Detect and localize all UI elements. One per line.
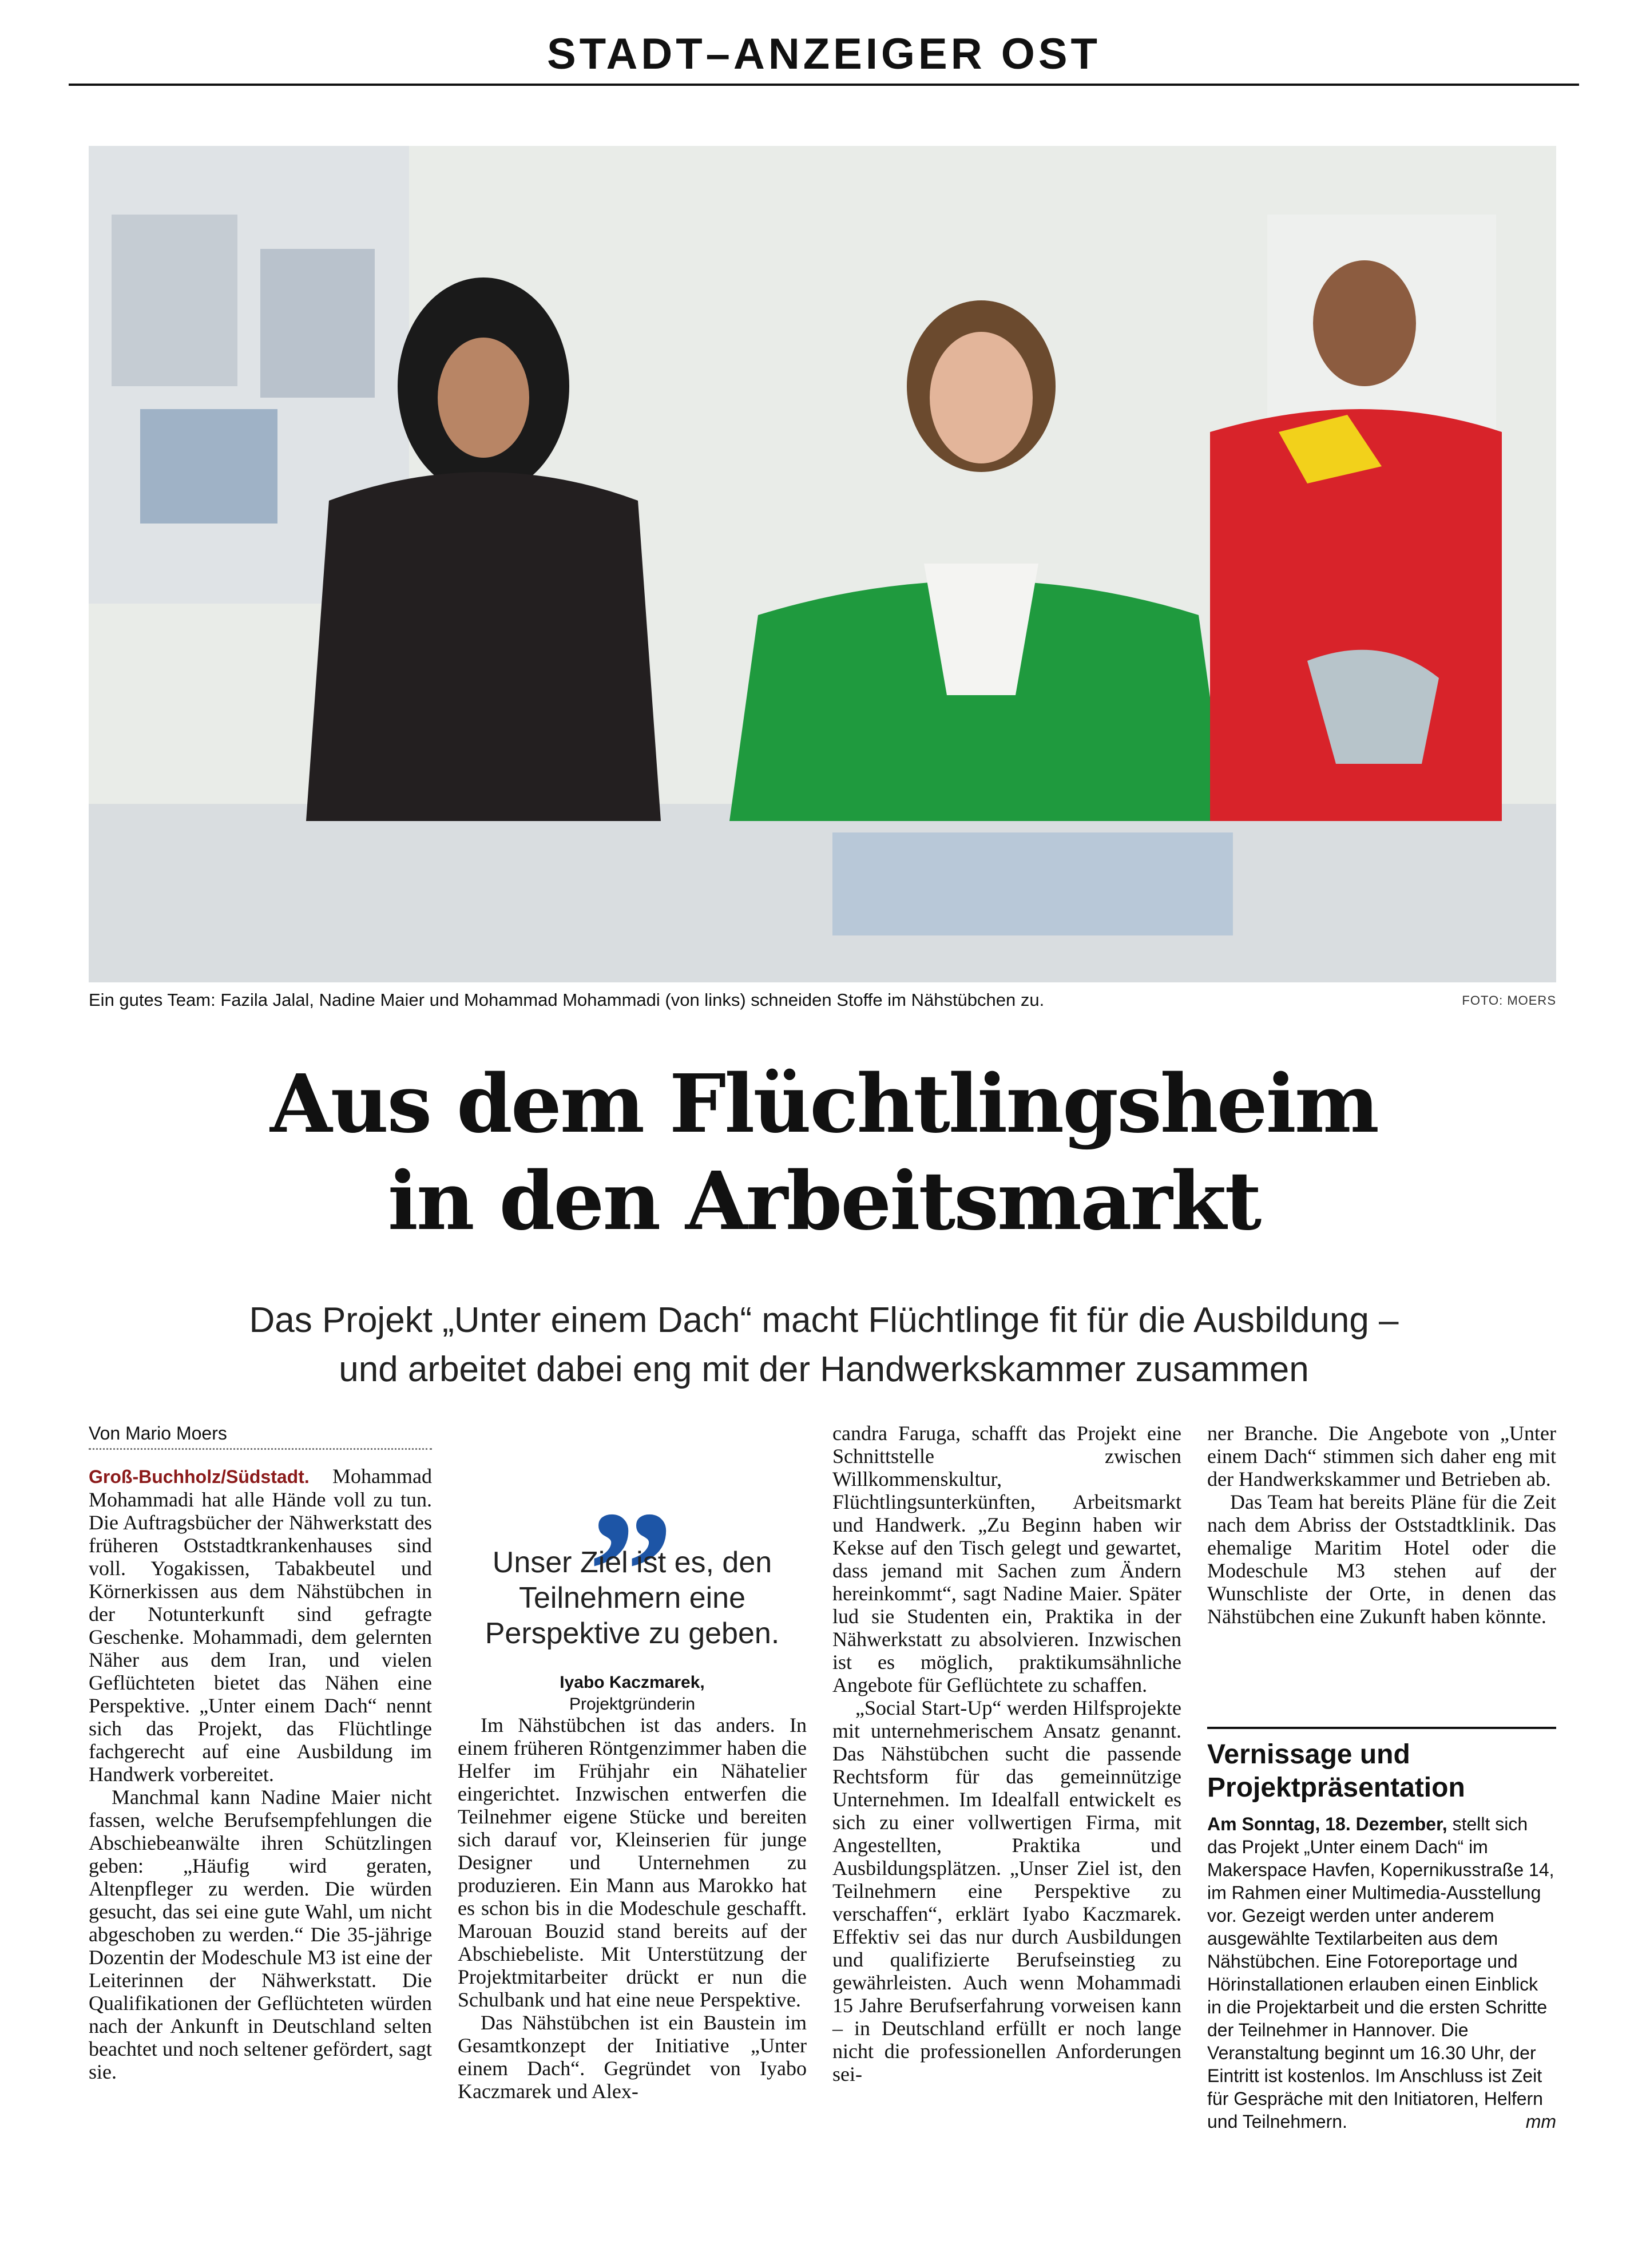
- paragraph: Manchmal kann Nadine Maier nicht fassen, welche Berufsempfehlungen die Abschiebeanwälte ihren Schützlingen geben: „Häufig wird geraten, Altenpfleger zu werden. Die würden gesucht, das sei eine gute Wahl, um nicht abgeschoben zu werden.“ Die 35-jährige Dozentin der Modeschule M3 ist eine der Leiterinnen der Nähwerkstatt. Die Qualifikationen der Geflüchteten würden nach der Ankunft in Deutschland selten beachtet und noch seltener gefördert, sagt sie.: [89, 1786, 432, 2083]
- fabric: [832, 832, 1233, 935]
- sketch-paper: [112, 215, 237, 386]
- info-box-lead: Am Sonntag, 18. Dezember,: [1207, 1814, 1447, 1834]
- byline: Von Mario Moers: [89, 1422, 432, 1450]
- column-1: [89, 1465, 432, 2083]
- face-left: [438, 338, 529, 458]
- paragraph: [89, 1465, 432, 1786]
- photo-caption: Ein gutes Team: Fazila Jalal, Nadine Maier und Mohammad Mohammadi (von links) schneiden Stoffe im Nähstübchen zu.: [89, 990, 1045, 1010]
- paragraph: ner Branche. Die Angebote von „Unter einem Dach“ stimmen sich daher eng mit der Handwerkskammer und Betrieben ab.: [1207, 1422, 1556, 1490]
- sketch-paper: [260, 249, 375, 398]
- author-initials: mm: [1525, 2111, 1556, 2132]
- info-box: [1207, 1727, 1556, 2133]
- pull-quote: [458, 1387, 807, 1715]
- quote-role: Projektgründerin: [569, 1695, 696, 1714]
- paragraph-text: Mohammad Mohammadi hat alle Hände voll zu tun. Die Auftragsbücher der Nähwerkstatt des früheren Oststadtkrankenhauses sind voll. Yogakissen, Tabakbeutel und Körnerkissen aus dem Nähstübchen in der Notunterkunft sind gefragte Geschenke. Mohammadi, dem gelernten Näher aus dem Iran, und vielen Geflüchteten bietet das Nähen eine Perspektive. „Unter einem Dach“ nennt sich das Projekt, das Flüchtlinge fachgerecht auf eine Ausbildung im Handwerk vorbereitet.: [89, 1465, 432, 1786]
- article-photo: [89, 146, 1556, 982]
- sketch-paper: [140, 409, 277, 524]
- paragraph: „Social Start-Up“ werden Hilfsprojekte mit unternehmerischem Ansatz genannt. Das Nähstübchen sucht die passende Rechtsform für das gemeinnützige Unternehmen. Im Idealfall entwickelt es sich zu einer vollwertigen Firma, mit Angestellten, Praktika und Ausbildungsplätzen. „Unser Ziel ist, den Teilnehmern eine Perspektive zu verschaffen“, erklärt Iyabo Kaczmarek. Effektiv sei das nur durch Ausbildungen und qualifizierte Berufseinstieg zu gewährleisten. Auch wenn Mohammadi 15 Jahre Berufserfahrung vorweisen kann – in Deutschland erfüllt er noch lange nicht die professionellen Anforderungen sei-: [832, 1696, 1181, 2085]
- headline-line-1: Aus dem Flüchtlingsheim: [270, 1057, 1378, 1151]
- paragraph: Im Nähstübchen ist das anders. In einem früheren Röntgenzimmer haben die Helfer im Frühjahr ein Nähatelier eingerichtet. Inzwischen entwerfen die Teilnehmer eigene Stücke und bereiten sich darauf vor, Kleinserien für junge Designer und Unternehmen zu produzieren. Ein Mann aus Marokko hat es schon bis in die Modeschule geschafft. Marouan Bouzid stand bereits auf der Abschiebeliste. Mit Unterstützung der Projektmitarbeiter drückt er nun die Schulbank und hat eine neue Perspektive.: [458, 1714, 807, 2011]
- column-2: [458, 1714, 807, 2103]
- quote-mark-icon: „: [589, 1387, 675, 1577]
- paragraph: Das Nähstübchen ist ein Baustein im Gesamtkonzept der Initiative „Unter einem Dach“. Gegründet von Iyabo Kaczmarek und Alex-: [458, 2011, 807, 2103]
- face-right: [1313, 260, 1416, 386]
- photo-illustration: [89, 146, 1556, 982]
- dress-left: [306, 472, 661, 821]
- info-box-text: stellt sich das Projekt „Unter einem Dach“ im Makerspace Havfen, Kopernikusstraße 14, im Rahmen einer Multimedia-Ausstellung vor. Gezeigt werden unter anderem ausgewählte Textilarbeiten aus dem Nähstübchen. Eine Fotoreportage und Hörinstallationen erlauben einen Einblick in die Projektarbeit und die ersten Schritte der Teilnehmer in Hannover. Die Veranstaltung beginnt um 16.30 Uhr, der Eintritt ist kostenlos. Im Anschluss ist Zeit für Gespräche mit den Initiatoren, Helfern und Teilnehmern.: [1207, 1814, 1554, 2132]
- quote-text: Unser Ziel ist es, den Teilnehmern eine Perspektive zu geben.: [485, 1546, 780, 1650]
- paragraph: candra Faruga, schafft das Projekt eine Schnittstelle zwischen Willkommenskultur, Flüchtlingsunterkünften, Arbeitsmarkt und Handwerk. „Zu Beginn haben wir Kekse auf den Tisch gelegt und gewartet, dass jemand mit Sachen zum Ändern hereinkommt“, sagt Nadine Maier. Später lud sie Studenten ein, Praktika in der Nähwerkstatt zu absolvieren. Inzwischen ist es möglich, praktikumsähnliche Angebote für Geflüchtete zu schaffen.: [832, 1422, 1181, 1696]
- masthead: STADT–ANZEIGER OST: [69, 23, 1579, 86]
- paragraph: Das Team hat bereits Pläne für die Zeit nach dem Abriss der Oststadtklinik. Das ehemalige Maritim Hotel oder die Modeschule M3 stehen auf der Wunschliste der Orte, in denen das Nähstübchen eine Zukunft haben könnte.: [1207, 1490, 1556, 1628]
- photo-credit: FOTO: MOERS: [1462, 993, 1556, 1008]
- subheadline-line-2: und arbeitet dabei eng mit der Handwerkskammer zusammen: [339, 1350, 1309, 1389]
- face-center: [930, 332, 1033, 463]
- info-box-body: [1207, 1813, 1556, 2133]
- headline: [69, 1056, 1579, 1250]
- info-box-title-line-2: Projektpräsentation: [1207, 1773, 1465, 1803]
- column-3: [832, 1422, 1181, 2085]
- subheadline: [69, 1296, 1579, 1394]
- cutting-table: [89, 804, 1556, 982]
- info-box-title: [1207, 1738, 1556, 1805]
- quote-name: Iyabo Kaczmarek,: [560, 1673, 705, 1692]
- headline-line-2: in den Arbeitsmarkt: [387, 1155, 1260, 1248]
- column-4: [1207, 1422, 1556, 1628]
- info-box-title-line-1: Vernissage und: [1207, 1739, 1410, 1770]
- location-kicker: Groß-Buchholz/Südstadt.: [89, 1466, 310, 1487]
- subheadline-line-1: Das Projekt „Unter einem Dach“ macht Flüchtlinge fit für die Ausbildung –: [249, 1300, 1399, 1340]
